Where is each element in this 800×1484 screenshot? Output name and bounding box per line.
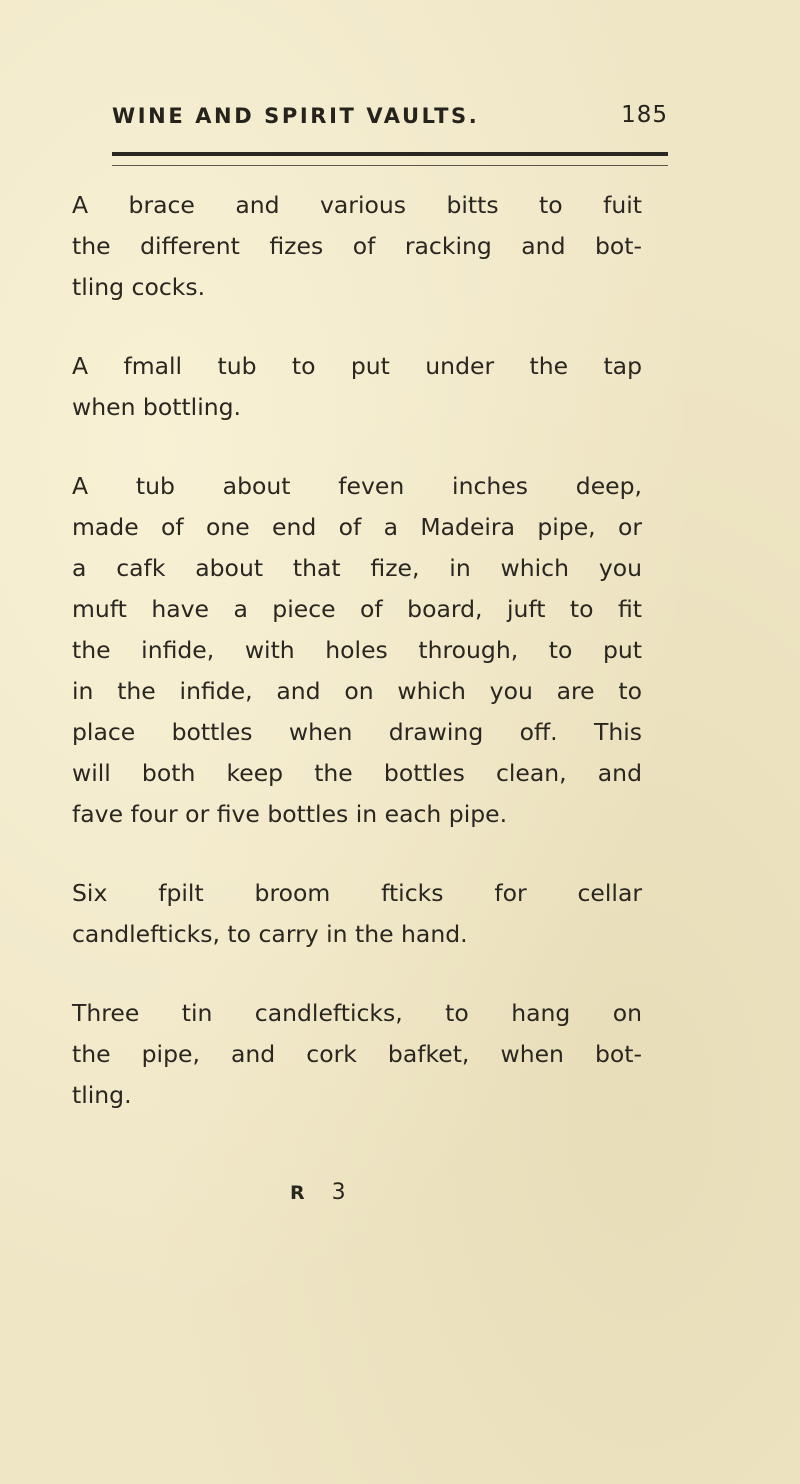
text-line: A tub about feven inches deep, <box>72 472 642 500</box>
text-line: tling cocks. <box>72 273 206 301</box>
text-line: the pipe, and cork bafket, when bot- <box>72 1040 642 1068</box>
running-head <box>112 104 668 138</box>
text-line: a cafk about that fize, in which you <box>72 554 642 582</box>
body-text <box>72 185 642 1154</box>
paragraph-broom-sticks <box>72 873 642 955</box>
text-line: Six fpilt broom fticks for cellar <box>72 879 642 907</box>
text-line: when bottling. <box>72 393 241 421</box>
paragraph-brace-and-bitts <box>72 185 642 308</box>
text-line: in the infide, and on which you are to <box>72 677 642 705</box>
signature-number: 3 <box>331 1180 356 1205</box>
text-line: fave four or five bottles in each pipe. <box>72 800 508 828</box>
header-rule-thin <box>112 165 668 166</box>
text-line: the different fizes of racking and bot- <box>72 232 642 260</box>
page-number: 185 <box>621 102 668 128</box>
text-line: made of one end of a Madeira pipe, or <box>72 513 642 541</box>
text-line: A brace and various bitts to fuit <box>72 191 642 219</box>
paragraph-tin-candlesticks <box>72 993 642 1116</box>
text-line: will both keep the bottles clean, and <box>72 759 642 787</box>
text-line: muft have a piece of board, juft to fit <box>72 595 642 623</box>
text-line: the infide, with holes through, to put <box>72 636 642 664</box>
text-line: tling. <box>72 1081 132 1109</box>
text-line: A fmall tub to put under the tap <box>72 352 642 380</box>
text-line: place bottles when drawing off. This <box>72 718 642 746</box>
header-rule-thick <box>112 152 668 156</box>
paragraph-seven-inch-tub <box>72 466 642 835</box>
paragraph-small-tub <box>72 346 642 428</box>
signature-mark <box>290 1180 356 1205</box>
running-title: WINE AND SPIRIT VAULTS. <box>112 104 480 128</box>
signature-letter: R <box>290 1182 315 1204</box>
text-line: Three tin candlefticks, to hang on <box>72 999 642 1027</box>
text-line: candlefticks, to carry in the hand. <box>72 920 468 948</box>
